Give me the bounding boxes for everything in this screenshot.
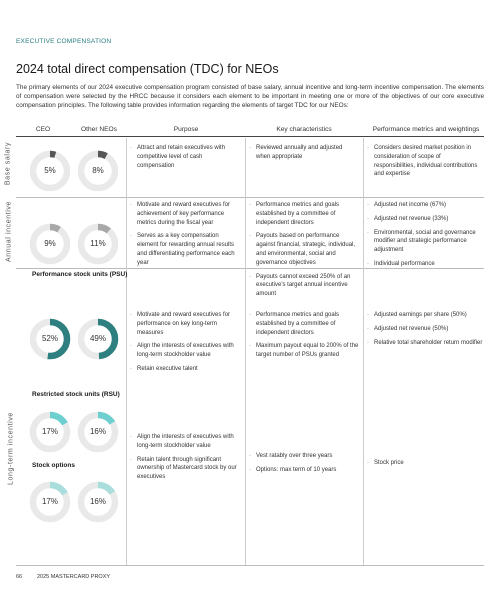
cell-annual-incentive-metrics bbox=[367, 201, 483, 274]
row-label-long-term-incentive: Long-term incentive bbox=[7, 412, 15, 485]
bullet-item: · Reviewed annually and adjusted when appropriate bbox=[249, 144, 357, 162]
page-number: 66 bbox=[16, 574, 23, 580]
bullet-item: · Adjusted net income (67%) bbox=[367, 201, 483, 210]
bullet-item: · Retain talent through significant ownership of Mastercard stock by our executives bbox=[130, 456, 242, 482]
pct-psu-other: 49% bbox=[89, 334, 106, 343]
cell-base-salary-purpose bbox=[130, 144, 240, 175]
cell-annual-incentive-characteristics bbox=[249, 201, 359, 304]
cell-rsu-options-purpose bbox=[130, 433, 242, 487]
bullet-item: · Considers desired market position in consideration of scope of responsibilities, individual contributions and expertise bbox=[367, 144, 483, 179]
bullet-item: · Vest ratably over three years bbox=[249, 452, 359, 461]
document-name: 2025 MASTERCARD PROXY bbox=[37, 574, 111, 580]
bullet-item: · Adjusted net revenue (50%) bbox=[367, 325, 483, 334]
bullet-item: · Motivate and reward executives for performance on key long-term measures bbox=[130, 311, 242, 337]
section-label: EXECUTIVE COMPENSATION bbox=[16, 38, 112, 45]
header-purpose: Purpose bbox=[173, 126, 199, 133]
bullet-item: · Maximum payout equal to 200% of the target number of PSUs granted bbox=[249, 342, 359, 360]
pct-psu-ceo: 52% bbox=[41, 334, 58, 343]
page-title: 2024 total direct compensation (TDC) for NEOs bbox=[16, 62, 279, 76]
pct-rsu-ceo: 17% bbox=[41, 427, 58, 436]
header-ceo: CEO bbox=[35, 126, 51, 133]
pct-base-salary-other: 8% bbox=[92, 166, 104, 175]
cell-rsu-options-characteristics bbox=[249, 452, 359, 480]
stock-options-title: Stock options bbox=[32, 462, 75, 469]
pct-options-other: 16% bbox=[89, 497, 106, 506]
bullet-item: · Align the interests of executives with long-term stockholder value bbox=[130, 342, 242, 360]
header-performance-metrics: Performance metrics and weightings bbox=[372, 126, 480, 133]
row-label-annual-incentive: Annual incentive bbox=[5, 201, 13, 262]
bullet-item: · Payouts based on performance against financial, strategic, individual, and environmental, social and governance objectives bbox=[249, 232, 359, 267]
table-bottom bbox=[16, 565, 484, 566]
bullet-item: · Options: max term of 10 years bbox=[249, 466, 359, 475]
cell-base-salary-metrics bbox=[367, 144, 483, 184]
bullet-item: · Individual performance bbox=[367, 260, 483, 269]
cell-psu-characteristics bbox=[249, 311, 359, 365]
bullet-item: · Retain executive talent bbox=[130, 365, 242, 374]
cell-annual-incentive-purpose bbox=[130, 201, 240, 273]
bullet-item: · Payouts cannot exceed 250% of an executive's target annual incentive amount bbox=[249, 273, 359, 299]
bullet-item: · Performance metrics and goals established by a committee of independent directors bbox=[249, 201, 359, 227]
bullet-item: · Environmental, social and governance modifier and strategic performance adjustment bbox=[367, 229, 483, 255]
intro-paragraph: The primary elements of our 2024 executive compensation program consisted of base salary, annual incentive and long-term incentive compensation. The elements of compensation were selected by the HRCC because it considers each element to be important in meeting one or more of the objectives of our core executive compensation principles. The following table provides information regarding the elements of target TDC for our NEOs: bbox=[16, 84, 484, 109]
row-divider-1 bbox=[16, 197, 484, 198]
psu-title: Performance stock units (PSU) bbox=[32, 271, 128, 278]
pct-options-ceo: 17% bbox=[41, 497, 58, 506]
bullet-item: · Motivate and reward executives for achievement of key performance metrics during the fiscal year bbox=[130, 201, 240, 227]
column-divider-3 bbox=[363, 138, 364, 565]
bullet-item: · Adjusted earnings per share (50%) bbox=[367, 311, 483, 320]
pct-annual-incentive-ceo: 9% bbox=[44, 239, 56, 248]
column-divider-1 bbox=[126, 138, 127, 565]
cell-psu-purpose bbox=[130, 311, 242, 379]
cell-rsu-options-metrics bbox=[367, 459, 483, 473]
bullet-item: · Align the interests of executives with long-term stockholder value bbox=[130, 433, 242, 451]
bullet-item: · Relative total shareholder return modifier bbox=[367, 339, 483, 348]
column-divider-2 bbox=[245, 138, 246, 565]
header-divider bbox=[16, 136, 484, 137]
cell-psu-metrics bbox=[367, 311, 483, 352]
bullet-item: · Serves as a key compensation element for rewarding annual results and differentiating performance each year bbox=[130, 232, 240, 267]
pct-rsu-other: 16% bbox=[89, 427, 106, 436]
bullet-item: · Adjusted net revenue (33%) bbox=[367, 215, 483, 224]
bullet-item: · Attract and retain executives with competitive level of cash compensation bbox=[130, 144, 240, 170]
bullet-item: · Performance metrics and goals established by a committee of independent directors bbox=[249, 311, 359, 337]
row-label-base-salary: Base salary bbox=[4, 141, 12, 186]
rsu-title: Restricted stock units (RSU) bbox=[32, 391, 120, 398]
header-other-neos: Other NEOs bbox=[81, 126, 117, 133]
header-key-characteristics: Key characteristics bbox=[276, 126, 332, 133]
pct-base-salary-ceo: 5% bbox=[44, 166, 56, 175]
cell-base-salary-characteristics bbox=[249, 144, 357, 167]
bullet-item: · Stock price bbox=[367, 459, 483, 468]
pct-annual-incentive-other: 11% bbox=[90, 239, 106, 248]
